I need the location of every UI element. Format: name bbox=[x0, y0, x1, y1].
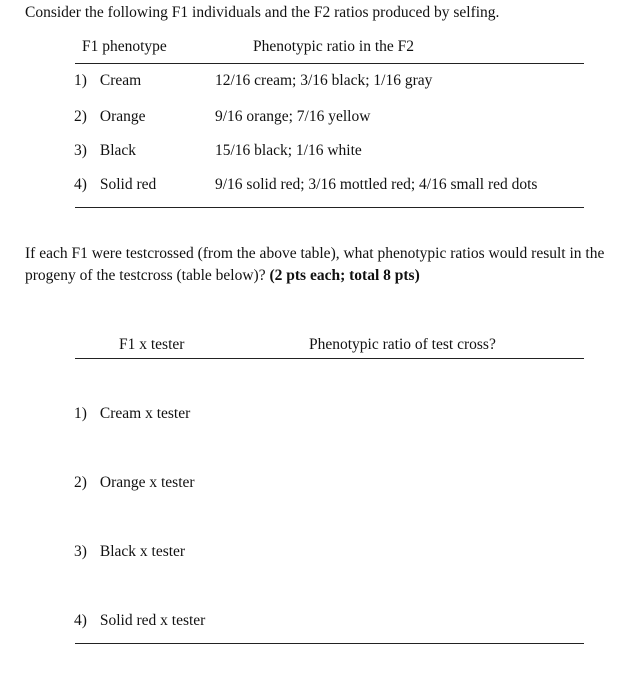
table2-bottom-rule bbox=[75, 643, 584, 644]
table1-header-phenotype: F1 phenotype bbox=[82, 38, 167, 55]
table1-row-2-phenotype bbox=[74, 108, 146, 126]
table2-header-rule bbox=[75, 358, 584, 359]
points-note: (2 pts each; total 8 pts) bbox=[269, 267, 420, 284]
table2-row-2 bbox=[74, 474, 195, 492]
table1-bottom-rule bbox=[75, 207, 584, 208]
table1-header-ratio: Phenotypic ratio in the F2 bbox=[253, 38, 415, 55]
table1-row-4-ratio: 9/16 solid red; 3/16 mottled red; 4/16 small red dots bbox=[215, 176, 538, 193]
phenotype-label: Black bbox=[99, 142, 137, 159]
phenotype-label: Orange bbox=[99, 108, 146, 125]
table1-header-rule bbox=[75, 63, 584, 64]
cross-label: Black x tester bbox=[99, 543, 186, 560]
row-number: 4) bbox=[74, 612, 87, 629]
row-number: 3) bbox=[74, 142, 87, 159]
phenotype-label: Cream bbox=[99, 72, 142, 89]
cross-label: Solid red x tester bbox=[99, 612, 206, 629]
row-number: 2) bbox=[74, 474, 87, 491]
table1-row-1-ratio: 12/16 cream; 3/16 black; 1/16 gray bbox=[215, 72, 433, 89]
table2-header-cross: F1 x tester bbox=[119, 336, 185, 353]
row-number: 3) bbox=[74, 543, 87, 560]
table2-header-ratio: Phenotypic ratio of test cross? bbox=[309, 336, 496, 353]
row-number: 2) bbox=[74, 108, 87, 125]
table1-row-1-phenotype bbox=[74, 72, 141, 90]
cross-label: Orange x tester bbox=[99, 474, 195, 491]
table2-row-1 bbox=[74, 405, 190, 423]
table1-row-3-ratio: 15/16 black; 1/16 white bbox=[215, 142, 362, 159]
intro-text: Consider the following F1 individuals and the F2 ratios produced by selfing. bbox=[25, 4, 500, 21]
row-number: 1) bbox=[74, 72, 87, 89]
row-number: 1) bbox=[74, 405, 87, 422]
phenotype-label: Solid red bbox=[99, 176, 157, 193]
row-number: 4) bbox=[74, 176, 87, 193]
table1-row-2-ratio: 9/16 orange; 7/16 yellow bbox=[215, 108, 371, 125]
cross-label: Cream x tester bbox=[99, 405, 191, 422]
table2-row-4 bbox=[74, 612, 205, 630]
question-line-2 bbox=[25, 267, 420, 285]
table1-row-4-phenotype bbox=[74, 176, 156, 194]
table1-row-3-phenotype bbox=[74, 142, 136, 160]
question-line-1: If each F1 were testcrossed (from the above table), what phenotypic ratios would result in the bbox=[25, 245, 605, 262]
table2-row-3 bbox=[74, 543, 185, 561]
question-text: progeny of the testcross (table below)? bbox=[25, 267, 270, 284]
